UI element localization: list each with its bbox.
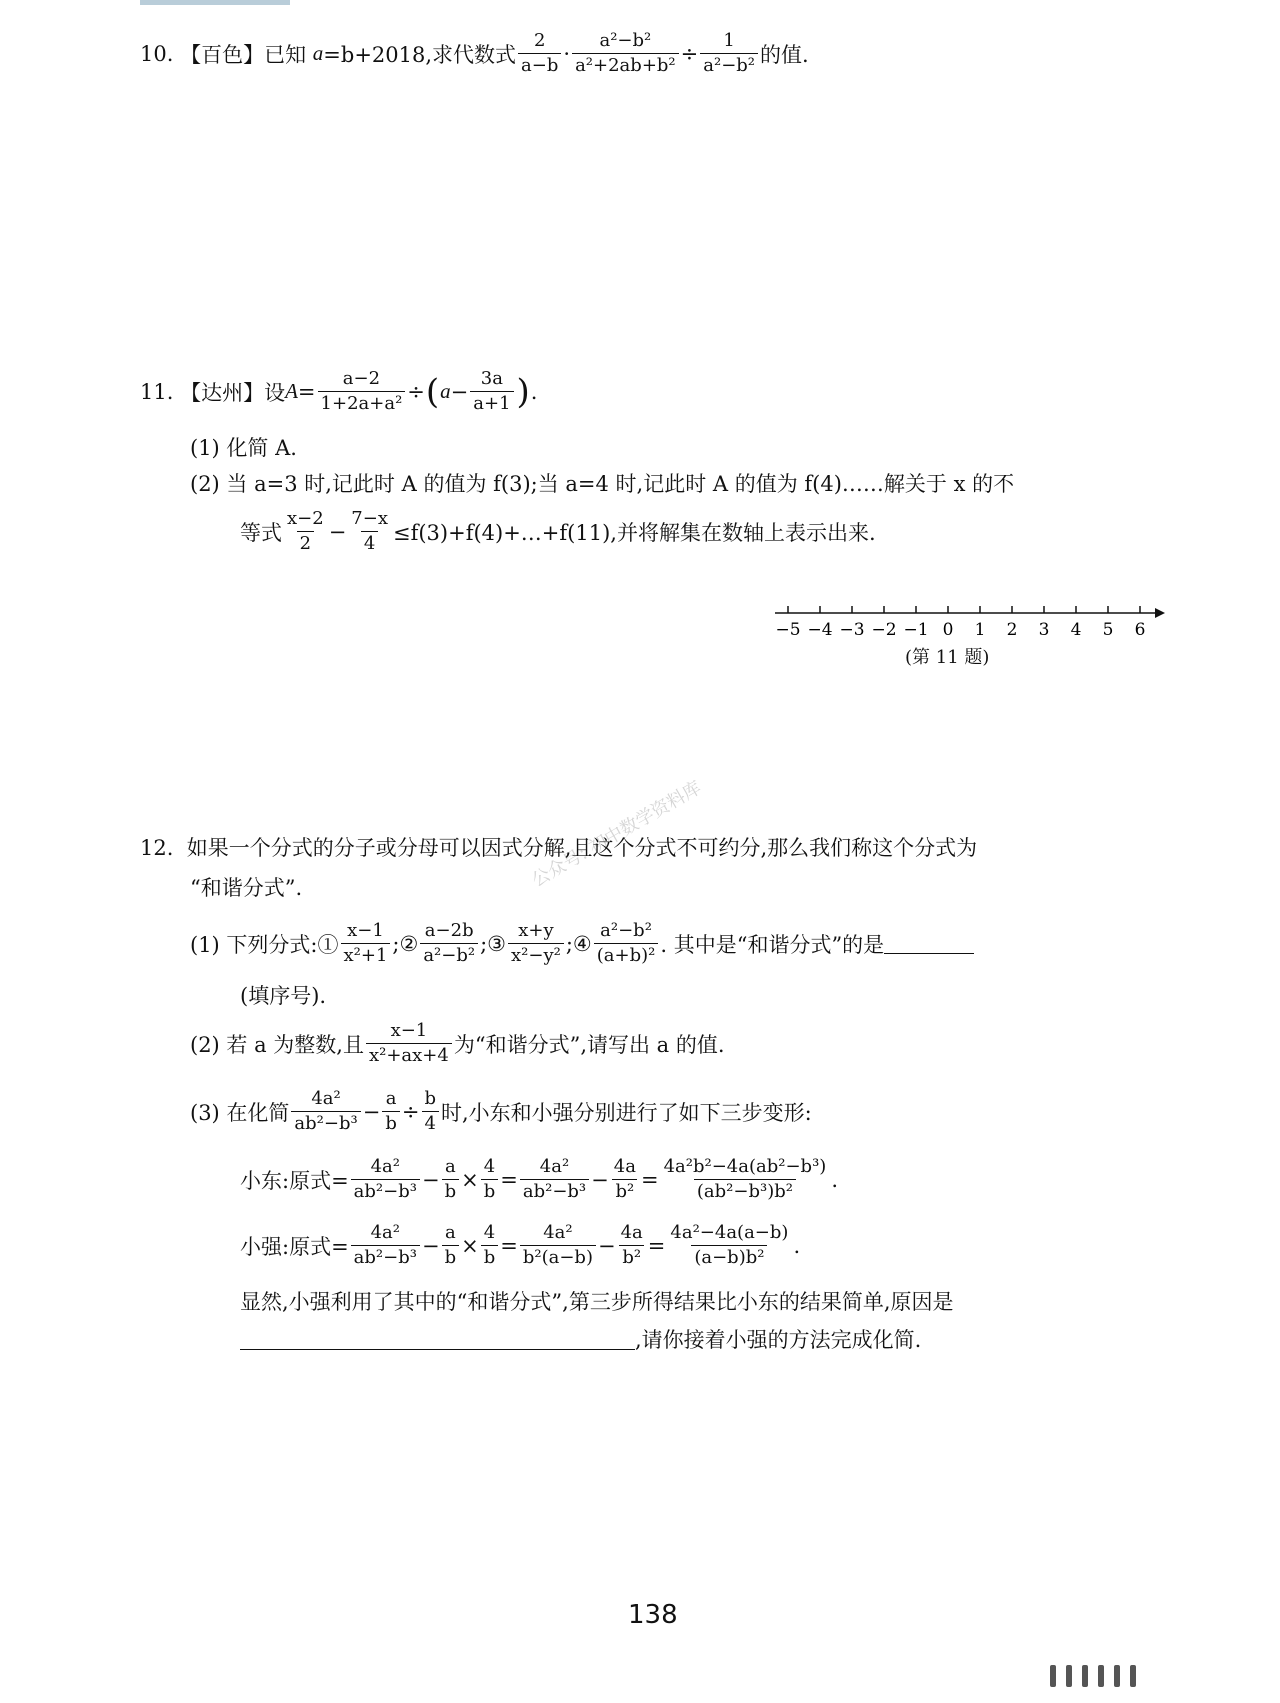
fraction: $\frac{a}{b}$ <box>442 1222 460 1269</box>
fraction: $\frac{7-x}{4}$ <box>351 508 388 554</box>
fraction: $\frac{3a}{a+1}$ <box>470 368 513 415</box>
fraction: $\frac{x+y}{\text{x²−y²}}$ <box>508 920 564 967</box>
axis-tick-label: 1 <box>974 620 986 640</box>
question-12-part-1 <box>190 920 974 967</box>
fraction: $\frac{4a}{\text{b²}}$ <box>613 1156 636 1202</box>
question-12-intro <box>140 832 977 862</box>
figure-caption: (第 11 题) <box>905 647 990 668</box>
fraction: $\frac{4}{b}$ <box>481 1222 499 1269</box>
page-number: 138 <box>628 1600 678 1630</box>
axis-tick-label: −1 <box>903 620 929 640</box>
question-12-part-1-end: (填序号). <box>240 984 327 1008</box>
text: ;② <box>392 931 419 956</box>
conclusion-line-2 <box>240 1324 921 1354</box>
text: 设 <box>264 380 286 405</box>
fraction: $\frac{a-2}{\text{1+2a+a²}}$ <box>318 368 406 415</box>
conclusion-line-1: 显然,小强利用了其中的“和谐分式”,第三步所得结果比小东的结果简单,原因是 <box>240 1290 954 1314</box>
question-11-inequality: 等式 $\frac{x-2}{2}$ − $\frac{7-x}{4}$ ≤f(3)+f(4)+…+f(11),并将解集在数轴上表示出来. <box>240 508 876 554</box>
question-11-part-1: (1) 化简 A. <box>190 436 297 460</box>
watermark: 公众号: 初中数学资料库 <box>528 777 705 892</box>
text: 的值. <box>760 42 809 67</box>
top-decoration <box>140 0 290 5</box>
fraction: $\frac{\text{4a²}}{\text{b²(a−b)}}$ <box>520 1222 596 1269</box>
fraction: $\frac{\text{4a²}}{\text{ab²−b³}}$ <box>520 1156 589 1203</box>
fraction: $\frac{x-2}{2}$ <box>287 508 324 554</box>
text: 如果一个分式的分子或分母可以因式分解,且这个分式不可约分,那么我们称这个分式为 <box>186 836 978 860</box>
fraction: $\frac{\text{4a²}}{\text{ab²−b³}}$ <box>291 1088 360 1135</box>
axis-tick-label: −2 <box>871 620 897 640</box>
fraction: $\frac{2}{a-b}$ <box>518 30 561 77</box>
text: (1) 下列分式:① <box>190 932 339 957</box>
text: (2) 若 a 为整数,且 <box>190 1032 364 1057</box>
text: (3) 在化简 <box>190 1100 290 1125</box>
xiaodong-steps: 小东:原式= $\frac{\text{4a²}}{\text{ab²−b³}}$ − $\frac{a}{b}$ × $\frac{4}{b}$ = $\frac{\text{4a²}}{\text{ab²−b³}}$ − $\frac{4a}{\text{b²}}$ = $\frac{\text{4a²b²−4a(ab²−b³)}}{\text{(ab²−b³)b²}}$ . <box>240 1156 838 1202</box>
text: 已知 <box>264 42 307 67</box>
text: ;③ <box>480 931 506 956</box>
text: =b+2018,求代数式 <box>323 42 517 67</box>
text: . 其中是“和谐分式”的是 <box>660 932 885 957</box>
fraction: $\frac{\text{a²−b²}}{\text{a²+2ab+b²}}$ <box>572 30 679 77</box>
answer-blank[interactable] <box>240 1329 635 1350</box>
axis-tick-label: 5 <box>1102 620 1114 640</box>
text: 时,小东和小强分别进行了如下三步变形: <box>441 1100 812 1125</box>
question-12-intro-2: “和谐分式”. <box>190 876 303 900</box>
answer-blank[interactable] <box>884 933 974 954</box>
arrow-icon <box>1155 608 1165 618</box>
fraction: $\frac{4}{b}$ <box>481 1156 499 1203</box>
question-11-part-2: (2) 当 a=3 时,记此时 A 的值为 f(3);当 a=4 时,记此时 A 的值为 f(4)……解关于 x 的不 <box>190 472 1015 496</box>
fraction: $\frac{a}{b}$ <box>382 1088 400 1135</box>
text: 小强:原式= <box>240 1234 349 1259</box>
axis-tick-label: −4 <box>807 620 833 640</box>
fraction: $\frac{\text{4a²}}{\text{ab²−b³}}$ <box>351 1156 420 1203</box>
question-12-part-2 <box>190 1020 725 1067</box>
text: ≤f(3)+f(4)+…+f(11),并将解集在数轴上表示出来. <box>392 520 876 545</box>
text: 为“和谐分式”,请写出 a 的值. <box>453 1032 725 1057</box>
fraction: $\frac{a}{b}$ <box>442 1156 460 1203</box>
question-11: 11. 【达州】 设 A = $\frac{a-2}{\text{1+2a+a²}}$ ÷ ( a − $\frac{3a}{a+1}$ ) . <box>140 368 538 414</box>
fraction: $\frac{\text{4a²−4a(a−b)}}{\text{(a−b)b²}}$ <box>670 1222 789 1268</box>
question-number: 11. <box>140 379 174 404</box>
axis-tick-label: 4 <box>1070 620 1082 640</box>
fraction: $\frac{x-1}{\text{x²+1}}$ <box>341 920 391 967</box>
axis-tick-label: −5 <box>775 620 801 640</box>
axis-tick-label: 0 <box>942 620 954 640</box>
axis-tick-label: 3 <box>1038 620 1050 640</box>
fraction: $\frac{\text{4a²}}{\text{ab²−b³}}$ <box>351 1222 420 1269</box>
question-source: 【百色】 <box>180 42 265 67</box>
text: 等式 <box>240 520 282 545</box>
question-number: 10. <box>140 41 174 66</box>
corner-marks-icon <box>1050 1665 1136 1687</box>
text: 小东:原式= <box>240 1168 349 1193</box>
axis-tick-label: 2 <box>1006 620 1018 640</box>
fraction: $\frac{\text{4a²b²−4a(ab²−b³)}}{\text{(ab²−b³)b²}}$ <box>663 1156 827 1202</box>
fraction: $\frac{a-2b}{\text{a²−b²}}$ <box>420 920 478 967</box>
question-source: 【达州】 <box>180 380 265 405</box>
question-10: 10. 【百色】 已知 a =b+2018,求代数式 $\frac{2}{a-b}$ · $\frac{\text{a²−b²}}{\text{a²+2ab+b²}}$ ÷ $\frac{1}{\text{a²−b²}}$ 的值. <box>140 30 809 76</box>
fraction: $\frac{4a}{\text{b²}}$ <box>620 1222 643 1268</box>
question-12-part-3: (3) 在化简 $\frac{\text{4a²}}{\text{ab²−b³}}$ − $\frac{a}{b}$ ÷ $\frac{b}{4}$ 时,小东和小强分别进行了如下三步变形: <box>190 1088 812 1134</box>
question-number: 12. <box>140 836 174 860</box>
fraction: $\frac{x-1}{\text{x²+ax+4}}$ <box>366 1020 452 1067</box>
fraction: $\frac{\text{a²−b²}}{\text{(a+b)²}}$ <box>594 920 659 967</box>
fraction: $\frac{b}{4}$ <box>421 1088 439 1135</box>
text: ;④ <box>565 931 592 956</box>
axis-tick-label: −3 <box>839 620 865 640</box>
xiaoqiang-steps: 小强:原式= $\frac{\text{4a²}}{\text{ab²−b³}}$ − $\frac{a}{b}$ × $\frac{4}{b}$ = $\frac{\text{4a²}}{\text{b²(a−b)}}$ − $\frac{4a}{\text{b²}}$ = $\frac{\text{4a²−4a(a−b)}}{\text{(a−b)b²}}$ . <box>240 1222 801 1268</box>
fraction: $\frac{1}{\text{a²−b²}}$ <box>700 30 758 77</box>
axis-tick-label: 6 <box>1134 620 1146 640</box>
text: ,请你接着小强的方法完成化简. <box>635 1328 922 1352</box>
